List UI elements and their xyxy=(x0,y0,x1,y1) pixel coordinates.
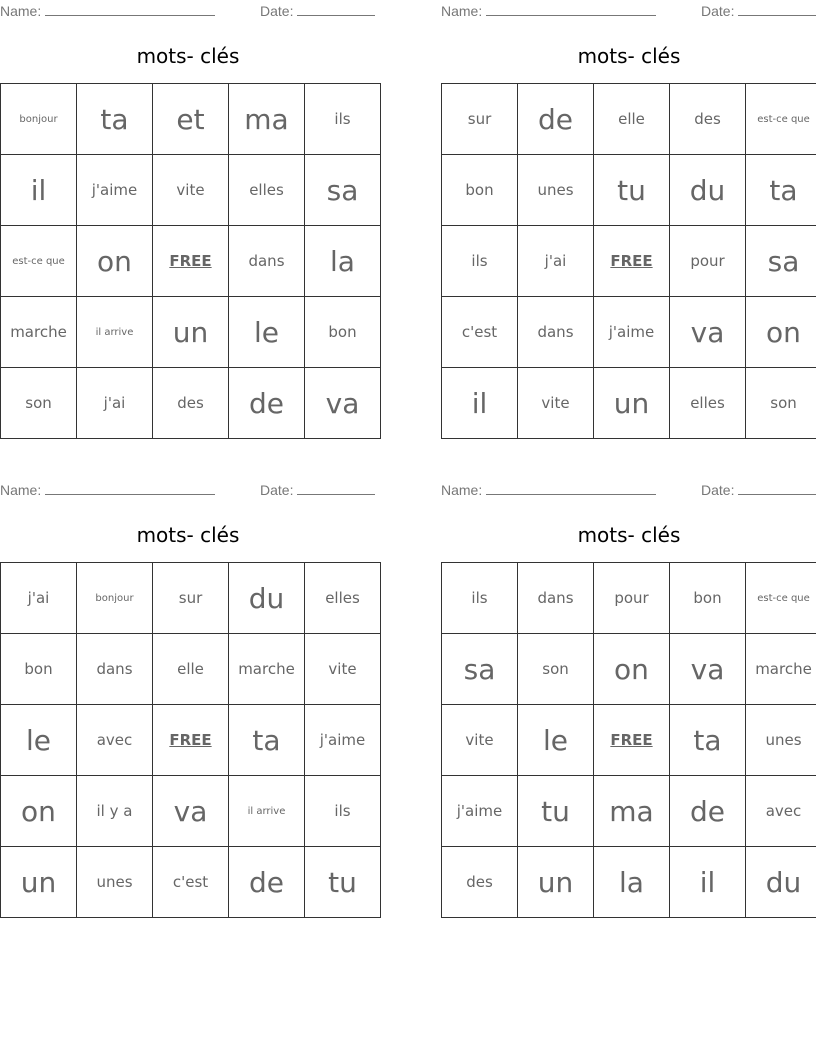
bingo-cell: il arrive xyxy=(229,776,305,847)
name-line xyxy=(45,3,215,16)
bingo-cell: son xyxy=(1,368,77,439)
bingo-cell: ta xyxy=(670,705,746,776)
bingo-cell: un xyxy=(518,847,594,918)
bingo-cell: dans xyxy=(229,226,305,297)
bingo-cell: de xyxy=(670,776,746,847)
name-field xyxy=(441,482,656,498)
bingo-cell: bon xyxy=(1,634,77,705)
bingo-cell: j'ai xyxy=(518,226,594,297)
bingo-cell: un xyxy=(594,368,670,439)
free-space-cell: FREE xyxy=(153,705,229,776)
bingo-cell: ta xyxy=(746,155,816,226)
date-line xyxy=(738,3,816,16)
free-space-cell: FREE xyxy=(153,226,229,297)
grid-row xyxy=(1,847,381,918)
bingo-cell: bon xyxy=(305,297,381,368)
bingo-cell: du xyxy=(746,847,816,918)
bingo-grid xyxy=(0,83,381,439)
bingo-cell: ma xyxy=(229,84,305,155)
bingo-cell: c'est xyxy=(442,297,518,368)
card-header xyxy=(441,482,816,498)
grid-row xyxy=(442,368,816,439)
bingo-cell: des xyxy=(670,84,746,155)
grid-row xyxy=(1,226,381,297)
bingo-cell: bonjour xyxy=(77,563,153,634)
name-label: Name: xyxy=(441,482,483,498)
bingo-cell: dans xyxy=(518,563,594,634)
name-field xyxy=(0,3,215,19)
bingo-cell: j'aime xyxy=(305,705,381,776)
bingo-cell: sa xyxy=(305,155,381,226)
bingo-cell: il xyxy=(1,155,77,226)
bingo-cell: bon xyxy=(670,563,746,634)
name-label: Name: xyxy=(0,482,42,498)
bingo-cell: du xyxy=(670,155,746,226)
bingo-cell: va xyxy=(305,368,381,439)
bingo-cell: j'aime xyxy=(594,297,670,368)
bingo-cell: le xyxy=(229,297,305,368)
bingo-cell: tu xyxy=(305,847,381,918)
bingo-cell: va xyxy=(670,634,746,705)
bingo-cell: avec xyxy=(77,705,153,776)
bingo-cell: vite xyxy=(518,368,594,439)
name-label: Name: xyxy=(0,3,42,19)
bingo-cell: de xyxy=(229,847,305,918)
bingo-cell: des xyxy=(442,847,518,918)
name-line xyxy=(486,482,656,495)
grid-row xyxy=(1,563,381,634)
date-label: Date: xyxy=(701,482,735,498)
bingo-cell: marche xyxy=(1,297,77,368)
bingo-cell: son xyxy=(518,634,594,705)
bingo-cell: ils xyxy=(305,776,381,847)
bingo-cell: et xyxy=(153,84,229,155)
bingo-cell: on xyxy=(746,297,816,368)
bingo-card-2 xyxy=(441,0,816,440)
bingo-card-1 xyxy=(0,0,376,440)
bingo-cell: ta xyxy=(229,705,305,776)
grid-row xyxy=(442,705,816,776)
bingo-cell: la xyxy=(305,226,381,297)
card-title: mots- clés xyxy=(136,44,240,68)
card-header xyxy=(0,482,376,498)
bingo-cell: la xyxy=(594,847,670,918)
name-line xyxy=(45,482,215,495)
bingo-cell: elles xyxy=(670,368,746,439)
bingo-cell: va xyxy=(670,297,746,368)
date-line xyxy=(297,482,375,495)
name-line xyxy=(486,3,656,16)
bingo-cell: un xyxy=(153,297,229,368)
bingo-cell: j'aime xyxy=(77,155,153,226)
bingo-cell: ta xyxy=(77,84,153,155)
bingo-cell: il xyxy=(442,368,518,439)
bingo-cell: elles xyxy=(305,563,381,634)
bingo-cell: marche xyxy=(746,634,816,705)
bingo-cell: le xyxy=(1,705,77,776)
date-field xyxy=(701,3,816,19)
bingo-cell: elle xyxy=(153,634,229,705)
card-title: mots- clés xyxy=(136,523,240,547)
bingo-cell: on xyxy=(594,634,670,705)
bingo-cell: pour xyxy=(670,226,746,297)
bingo-cell: sa xyxy=(746,226,816,297)
bingo-cell: j'aime xyxy=(442,776,518,847)
grid-row xyxy=(442,155,816,226)
bingo-grid xyxy=(0,562,381,918)
grid-row xyxy=(442,84,816,155)
bingo-cell: il xyxy=(670,847,746,918)
bingo-cell: de xyxy=(518,84,594,155)
bingo-cell: elle xyxy=(594,84,670,155)
bingo-cell: j'ai xyxy=(1,563,77,634)
bingo-card-4 xyxy=(441,479,816,919)
grid-row xyxy=(1,297,381,368)
bingo-grid xyxy=(441,83,816,439)
grid-row xyxy=(442,297,816,368)
bingo-cell: ils xyxy=(442,563,518,634)
date-label: Date: xyxy=(260,3,294,19)
bingo-cell: il y a xyxy=(77,776,153,847)
card-header xyxy=(0,3,376,19)
bingo-cell: il arrive xyxy=(77,297,153,368)
date-field xyxy=(701,482,816,498)
bingo-cell: le xyxy=(518,705,594,776)
bingo-cell: vite xyxy=(442,705,518,776)
grid-row xyxy=(1,705,381,776)
bingo-cell: unes xyxy=(77,847,153,918)
bingo-card-3 xyxy=(0,479,376,919)
grid-row xyxy=(1,776,381,847)
date-line xyxy=(738,482,816,495)
bingo-cell: ils xyxy=(442,226,518,297)
bingo-cell: un xyxy=(1,847,77,918)
bingo-cell: est-ce que xyxy=(1,226,77,297)
bingo-cell: vite xyxy=(305,634,381,705)
bingo-cell: marche xyxy=(229,634,305,705)
bingo-cell: est-ce que xyxy=(746,84,816,155)
bingo-cell: du xyxy=(229,563,305,634)
card-title: mots- clés xyxy=(577,44,681,68)
date-label: Date: xyxy=(701,3,735,19)
bingo-cell: on xyxy=(77,226,153,297)
bingo-cell: tu xyxy=(518,776,594,847)
grid-row xyxy=(442,563,816,634)
bingo-cell: j'ai xyxy=(77,368,153,439)
bingo-cell: son xyxy=(746,368,816,439)
free-space-cell: FREE xyxy=(594,705,670,776)
grid-row xyxy=(442,847,816,918)
bingo-cell: c'est xyxy=(153,847,229,918)
bingo-cell: de xyxy=(229,368,305,439)
bingo-cell: ma xyxy=(594,776,670,847)
bingo-cell: dans xyxy=(518,297,594,368)
grid-row xyxy=(442,634,816,705)
bingo-cell: est-ce que xyxy=(746,563,816,634)
bingo-cell: pour xyxy=(594,563,670,634)
name-label: Name: xyxy=(441,3,483,19)
bingo-cell: avec xyxy=(746,776,816,847)
bingo-cell: sur xyxy=(153,563,229,634)
bingo-cell: elles xyxy=(229,155,305,226)
bingo-cell: sa xyxy=(442,634,518,705)
bingo-cell: bonjour xyxy=(1,84,77,155)
bingo-cell: sur xyxy=(442,84,518,155)
date-field xyxy=(260,482,375,498)
grid-row xyxy=(1,368,381,439)
bingo-cell: dans xyxy=(77,634,153,705)
grid-row xyxy=(442,226,816,297)
name-field xyxy=(441,3,656,19)
grid-row xyxy=(1,634,381,705)
bingo-cell: ils xyxy=(305,84,381,155)
grid-row xyxy=(442,776,816,847)
bingo-grid xyxy=(441,562,816,918)
bingo-cell: va xyxy=(153,776,229,847)
bingo-cell: vite xyxy=(153,155,229,226)
date-label: Date: xyxy=(260,482,294,498)
card-title: mots- clés xyxy=(577,523,681,547)
bingo-cell: unes xyxy=(746,705,816,776)
name-field xyxy=(0,482,215,498)
date-field xyxy=(260,3,375,19)
bingo-cell: tu xyxy=(594,155,670,226)
card-header xyxy=(441,3,816,19)
grid-row xyxy=(1,84,381,155)
bingo-cell: unes xyxy=(518,155,594,226)
free-space-cell: FREE xyxy=(594,226,670,297)
bingo-cell: on xyxy=(1,776,77,847)
bingo-cell: des xyxy=(153,368,229,439)
date-line xyxy=(297,3,375,16)
bingo-cell: bon xyxy=(442,155,518,226)
grid-row xyxy=(1,155,381,226)
